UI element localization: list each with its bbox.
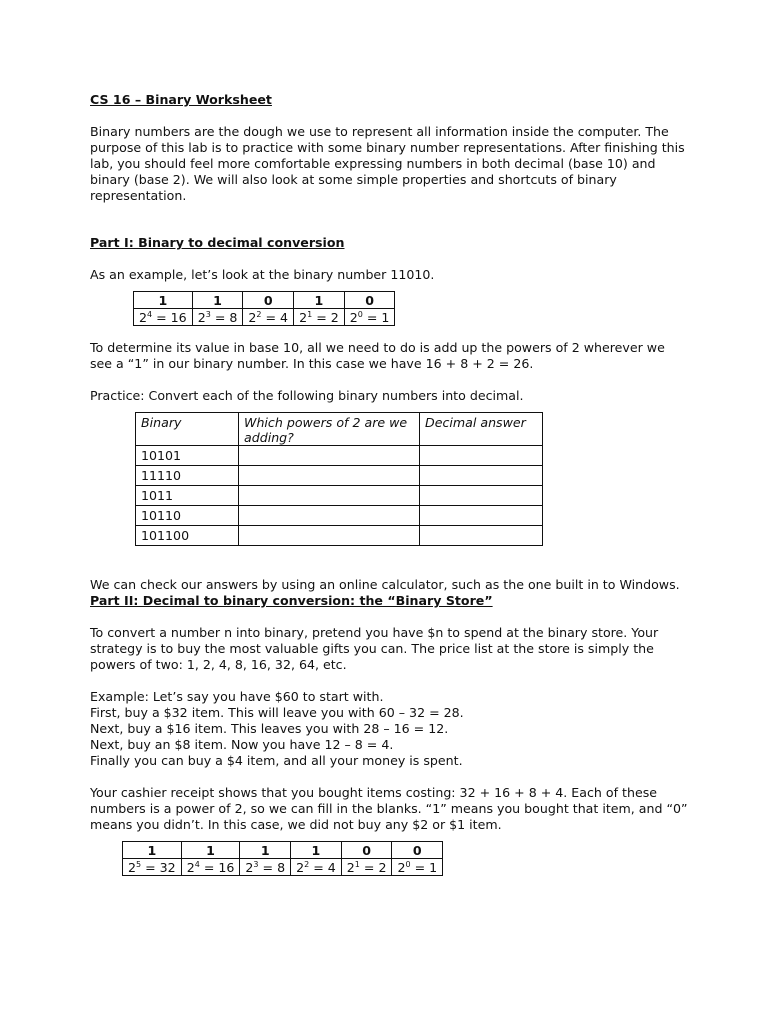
binary-value: 10110	[136, 506, 239, 526]
example-line: Next, buy a $16 item. This leaves you with 28 – 16 = 12.	[90, 721, 449, 736]
bit-cell: 0	[243, 292, 294, 309]
power-cell: $2^4 = 16$	[181, 859, 240, 876]
bit-cell: 1	[123, 842, 182, 859]
bits-row	[134, 292, 395, 309]
power-cell: $2^2 = 4$	[291, 859, 342, 876]
binary-value: 1011	[136, 486, 239, 506]
binary-value: 101100	[136, 526, 239, 546]
power-cell: $2^5 = 32$	[123, 859, 182, 876]
example-line: Next, buy an $8 item. Now you have 12 – 8 = 4.	[90, 737, 394, 752]
power-cell: $2^3 = 8$	[192, 309, 243, 326]
power-cell: $2^4 = 16$	[134, 309, 193, 326]
example-line: Example: Let’s say you have $60 to start with.	[90, 689, 384, 704]
table-row	[136, 506, 543, 526]
power-cell: $2^0 = 1$	[392, 859, 443, 876]
powers-answer-cell[interactable]	[239, 466, 420, 486]
power-cell: $2^3 = 8$	[240, 859, 291, 876]
practice-header-row	[136, 413, 543, 446]
receipt-paragraph: Your cashier receipt shows that you bought items costing: 32 + 16 + 8 + 4. Each of these numbers is a power of 2, so we can fill in the blanks. “1” means you bought that item, and “0” means you didn’t. In this case, we did not buy any $2 or $1 item.	[90, 785, 688, 832]
bit-cell: 1	[294, 292, 345, 309]
decimal-answer-cell[interactable]	[420, 526, 543, 546]
part2-power-table	[122, 841, 443, 876]
table-row	[136, 486, 543, 506]
bit-cell: 0	[344, 292, 395, 309]
bit-cell: 0	[341, 842, 392, 859]
example-steps	[90, 689, 690, 769]
bit-cell: 0	[392, 842, 443, 859]
power-cell: $2^1 = 2$	[341, 859, 392, 876]
check-answers-text: We can check our answers by using an online calculator, such as the one built in to Windows.	[90, 577, 680, 592]
powers-answer-cell[interactable]	[239, 446, 420, 466]
part1-example-text: As an example, let’s look at the binary number 11010.	[90, 267, 435, 282]
document-title: CS 16 – Binary Worksheet	[90, 92, 272, 107]
worksheet-page	[90, 92, 690, 876]
power-cell: $2^2 = 4$	[243, 309, 294, 326]
header-decimal: Decimal answer	[420, 413, 543, 446]
bits-row	[123, 842, 443, 859]
bit-cell: 1	[291, 842, 342, 859]
example-line: Finally you can buy a $4 item, and all your money is spent.	[90, 753, 463, 768]
bit-cell: 1	[181, 842, 240, 859]
powers-row	[134, 309, 395, 326]
powers-answer-cell[interactable]	[239, 506, 420, 526]
table-row	[136, 446, 543, 466]
powers-row	[123, 859, 443, 876]
decimal-answer-cell[interactable]	[420, 446, 543, 466]
binary-value: 10101	[136, 446, 239, 466]
power-cell: $2^0 = 1$	[344, 309, 395, 326]
part2-heading: Part II: Decimal to binary conversion: the “Binary Store”	[90, 593, 493, 608]
table-row	[136, 466, 543, 486]
table-row	[136, 526, 543, 546]
binary-value: 11110	[136, 466, 239, 486]
practice-table	[135, 412, 543, 546]
practice-instructions: Practice: Convert each of the following binary numbers into decimal.	[90, 388, 524, 403]
bit-cell: 1	[192, 292, 243, 309]
decimal-answer-cell[interactable]	[420, 486, 543, 506]
intro-paragraph: Binary numbers are the dough we use to represent all information inside the computer. The purpose of this lab is to practice with some binary number representations. After finishing this lab, you should feel more comfortable expressing numbers in both decimal (base 10) and binary (base 2). We will also look at some simple properties and shortcuts of binary representation.	[90, 124, 685, 203]
part1-explanation: To determine its value in base 10, all we need to do is add up the powers of 2 wherever we see a “1” in our binary number. In this case we have 16 + 8 + 2 = 26.	[90, 340, 665, 371]
powers-answer-cell[interactable]	[239, 526, 420, 546]
decimal-answer-cell[interactable]	[420, 506, 543, 526]
example-line: First, buy a $32 item. This will leave you with 60 – 32 = 28.	[90, 705, 464, 720]
bit-cell: 1	[240, 842, 291, 859]
powers-answer-cell[interactable]	[239, 486, 420, 506]
header-powers: Which powers of 2 are we adding?	[239, 413, 420, 446]
part2-intro: To convert a number n into binary, pretend you have $n to spend at the binary store. Your strategy is to buy the most valuable gifts you can. The price list at the store is simply the powers of two: 1, 2, 4, 8, 16, 32, 64, etc.	[90, 625, 659, 672]
header-binary: Binary	[136, 413, 239, 446]
bit-cell: 1	[134, 292, 193, 309]
power-cell: $2^1 = 2$	[294, 309, 345, 326]
part1-heading: Part I: Binary to decimal conversion	[90, 235, 345, 250]
part1-power-table	[133, 291, 395, 326]
decimal-answer-cell[interactable]	[420, 466, 543, 486]
